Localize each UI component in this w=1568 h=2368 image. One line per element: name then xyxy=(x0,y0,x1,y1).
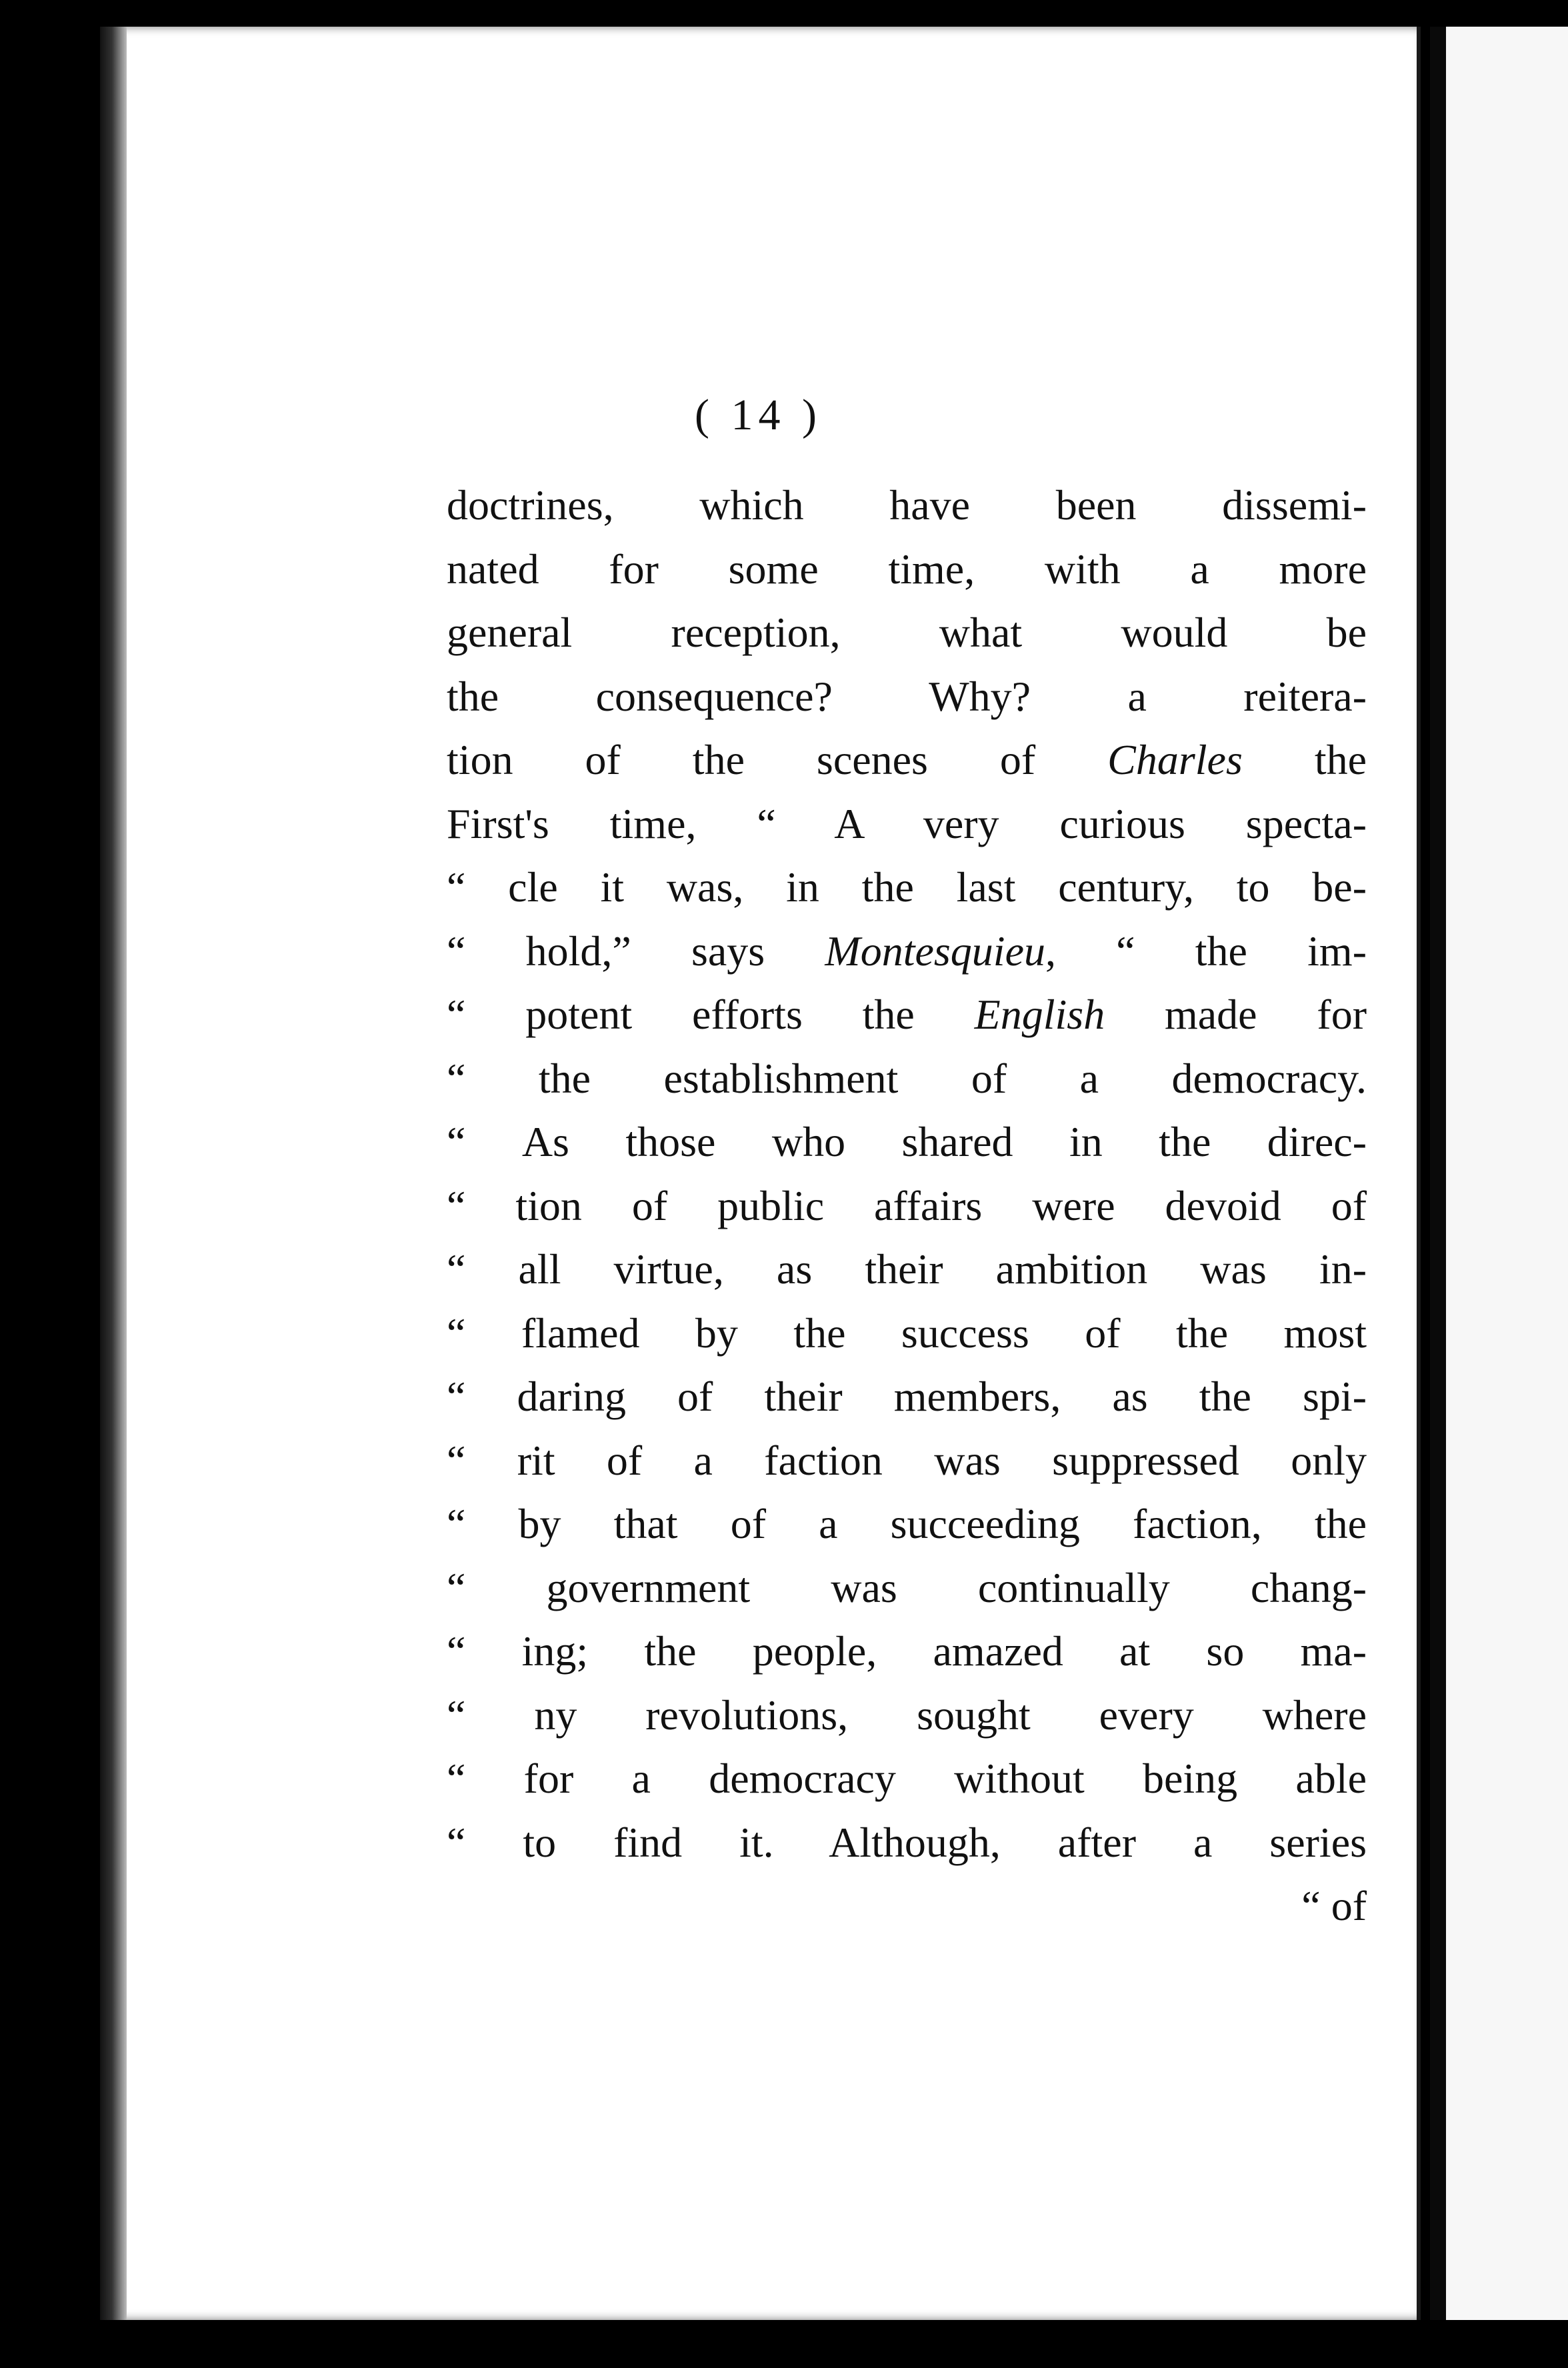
text-line: “ daring of their members, as the spi- xyxy=(447,1365,1367,1429)
text-line: “ to find it. Although, after a series xyxy=(447,1811,1367,1875)
text-block xyxy=(447,473,1367,1938)
text-line: nated for some time, with a more xyxy=(447,545,1367,593)
text-line: “ government was continually chang- xyxy=(447,1556,1367,1620)
text-line: “ the establishment of a democracy. xyxy=(447,1047,1367,1111)
text-line: “ tion of public affairs were devoid of xyxy=(447,1174,1367,1238)
text-line: “ ing; the people, amazed at so ma- xyxy=(447,1619,1367,1683)
page-gutter xyxy=(100,27,127,2320)
book-page xyxy=(100,27,1421,2320)
catchword: “ of xyxy=(1301,1882,1367,1929)
text-line: “ flamed by the success of the most xyxy=(447,1301,1367,1365)
text-line: “ all virtue, as their ambition was in- xyxy=(447,1237,1367,1301)
italic-word: Montesquieu xyxy=(825,927,1045,975)
text-line: doctrines, which have been dissemi- xyxy=(447,481,1367,529)
text-line: “ rit of a faction was suppressed only xyxy=(447,1429,1367,1493)
text-line: “ ny revolutions, sought every where xyxy=(447,1683,1367,1747)
italic-word: English xyxy=(974,991,1105,1038)
facing-page-edge xyxy=(1430,27,1568,2320)
italic-word: Charles xyxy=(1107,736,1243,783)
text-line: “ by that of a succeeding faction, the xyxy=(447,1492,1367,1556)
page-number: ( 14 ) xyxy=(695,391,822,439)
text-line: “ for a democracy without being able xyxy=(447,1747,1367,1811)
text-line: “ cle it was, in the last century, to be- xyxy=(447,855,1367,919)
text-line: “ As those who shared in the direc- xyxy=(447,1110,1367,1174)
text-line: the consequence? Why? a reitera- xyxy=(447,672,1367,720)
text-line: tion of the scenes of Charles the xyxy=(447,736,1367,783)
text-line: “ potent efforts the English made for xyxy=(447,983,1367,1047)
text-line: “ hold,” says Montesquieu, “ the im- xyxy=(447,919,1367,983)
text-line: general reception, what would be xyxy=(447,609,1367,656)
text-line: First's time, “ A very curious specta- xyxy=(447,799,1367,847)
